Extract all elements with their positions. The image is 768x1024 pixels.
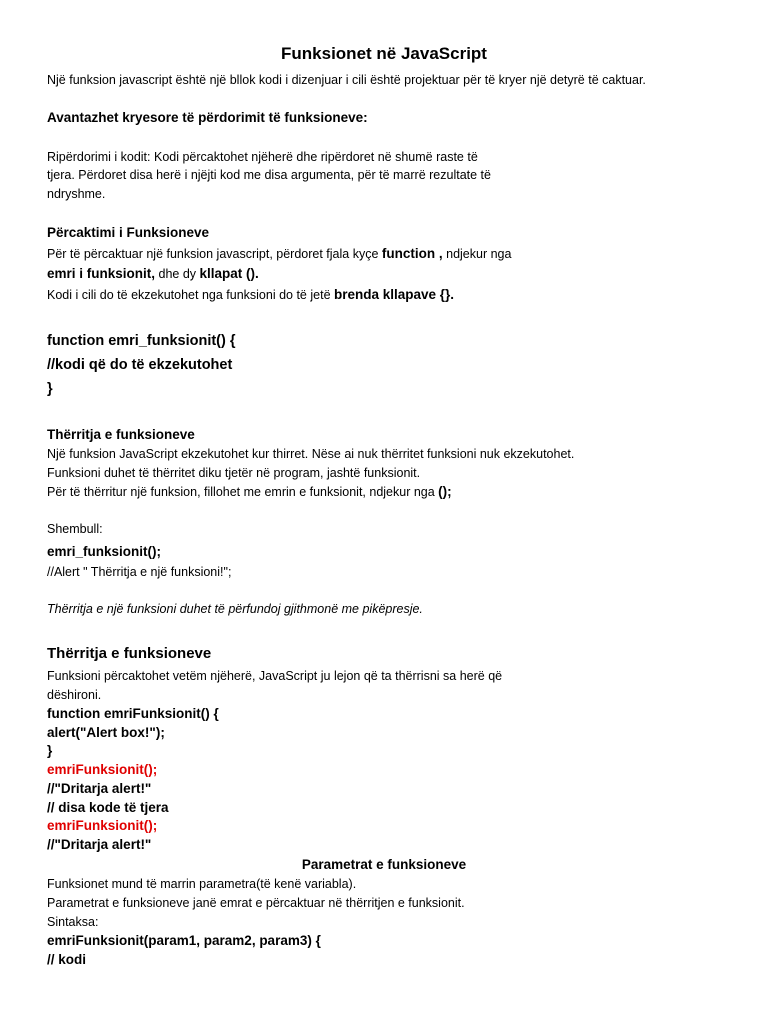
text-segment: dhe dy (155, 267, 200, 281)
syntax-label: Sintaksa: (47, 915, 99, 929)
calling2-line: dëshironi. (47, 688, 102, 702)
keyword-function: function , (381, 246, 443, 261)
calling-heading: Thërritja e funksioneve (47, 427, 195, 442)
text-segment: ndjekur nga (442, 247, 512, 261)
text-segment: Kodi i cili do të ekzekutohet nga funksioni do të jetë (47, 288, 334, 302)
code-line: alert("Alert box!"); (47, 725, 165, 740)
calling-line: Një funksion JavaScript ekzekutohet kur thirret. Nëse ai nuk thërritet funksioni nuk ekzekutohet. (47, 447, 575, 461)
calling-line: Funksioni duhet të thërritet diku tjetër në program, jashtë funksionit. (47, 466, 421, 480)
bold-segment: emri i funksionit, (47, 266, 156, 281)
code-line-highlight: emriFunksionit(); (47, 762, 158, 777)
definition-heading: Përcaktimi i Funksioneve (47, 225, 210, 240)
code-line: //kodi që do të ekzekutohet (47, 357, 233, 373)
page-title: Funksionet në JavaScript (281, 44, 487, 63)
advantages-heading: Avantazhet kryesore të përdorimit të funksioneve: (47, 110, 368, 125)
params-line: Parametrat e funksioneve janë emrat e përcaktuar në thërritjen e funksionit. (47, 896, 465, 910)
bold-segment: (); (438, 484, 452, 499)
params-line: Funksionet mund të marrin parametra(të kenë variabla). (47, 877, 357, 891)
code-line: //"Dritarja alert!" (47, 781, 152, 796)
calling2-heading: Thërritja e funksioneve (47, 645, 212, 662)
code-line: } (47, 743, 53, 758)
calling-line (47, 484, 452, 500)
advantages-line: ndryshme. (47, 187, 106, 201)
example-label: Shembull: (47, 522, 103, 536)
calling2-line: Funksioni përcaktohet vetëm njëherë, JavaScript ju lejon që ta thërrisni sa herë që (47, 669, 503, 683)
text-segment: Për të thërritur një funksion, fillohet me emrin e funksionit, ndjekur nga (47, 485, 439, 499)
advantages-line: Ripërdorimi i kodit: Kodi përcaktohet njëherë dhe ripërdoret në shumë raste të (47, 150, 478, 164)
code-line: function emriFunksionit() { (47, 706, 219, 721)
advantages-line: tjera. Përdoret disa herë i njëjti kod me disa argumenta, për të marrë rezultate të (47, 168, 491, 182)
code-line: // disa kode të tjera (47, 800, 169, 815)
definition-line (47, 246, 511, 262)
definition-line (47, 287, 454, 303)
code-line: function emri_funksionit() { (47, 333, 236, 349)
code-line: //"Dritarja alert!" (47, 837, 152, 852)
intro-paragraph: Një funksion javascript është një bllok kodi i dizenjuar i cili është projektuar për të kryer një detyrë të caktuar. (47, 73, 646, 87)
example-call: emri_funksionit(); (47, 544, 162, 559)
example-note: Thërritja e një funksioni duhet të përfundoj gjithmonë me pikëpresje. (47, 602, 423, 616)
code-line: emriFunksionit(param1, param2, param3) { (47, 933, 321, 948)
code-line: } (47, 381, 53, 397)
code-line-highlight: emriFunksionit(); (47, 818, 158, 833)
definition-line (47, 266, 259, 282)
code-line: // kodi (47, 952, 87, 967)
bold-segment: brenda kllapave {}. (334, 287, 455, 302)
example-comment: //Alert " Thërritja e një funksioni!"; (47, 565, 232, 579)
text-segment: Për të përcaktuar një funksion javascript, përdoret fjala kyçe (47, 247, 382, 261)
bold-segment: kllapat (). (199, 266, 259, 281)
params-heading: Parametrat e funksioneve (301, 857, 467, 872)
